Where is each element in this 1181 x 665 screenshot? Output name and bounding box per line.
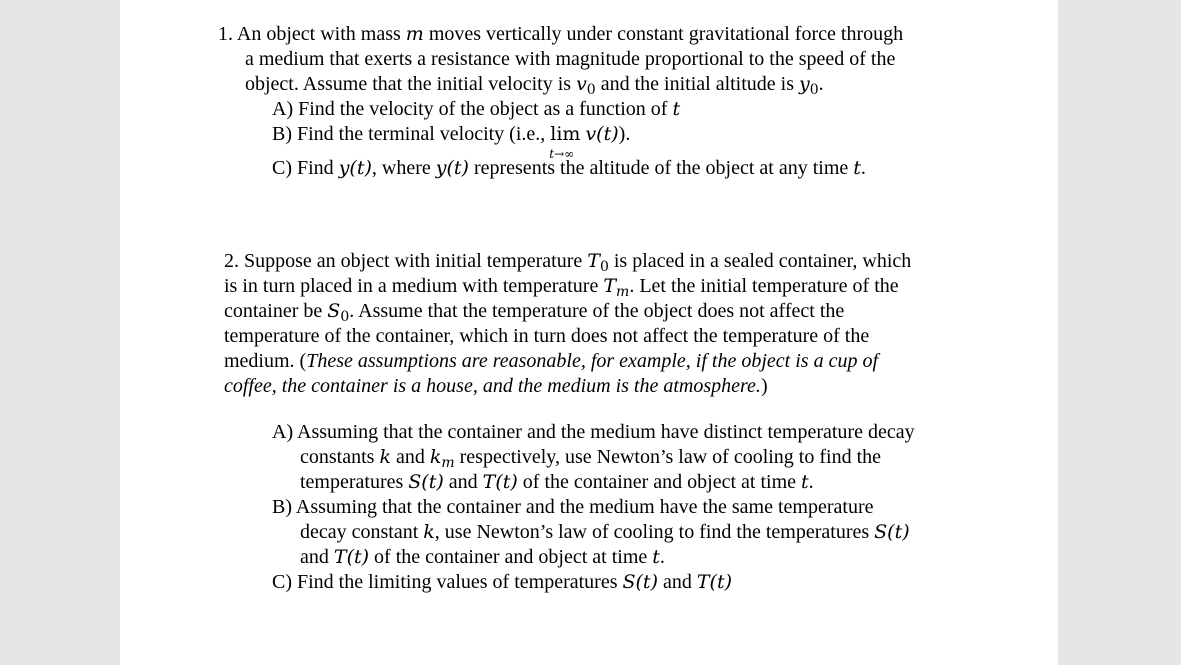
problem-1-line-3 — [245, 72, 824, 98]
problem-2-part-b-line-1 — [272, 495, 873, 519]
math-T-of-t: T(t) — [333, 546, 370, 568]
text: represents the altitude of the object at any time — [468, 157, 854, 179]
text: B) Find the terminal velocity (i.e., — [272, 123, 551, 145]
math-subscript: m — [616, 284, 630, 300]
text: is placed in a sealed container, which — [608, 250, 912, 272]
text: , use Newton’s law of cooling to find the temperatures — [434, 521, 875, 543]
math-k: k — [379, 446, 391, 468]
text: B) Assuming that the container and the medium have the same temperature — [272, 496, 874, 518]
text: 2. Suppose an object with initial temperature — [224, 250, 588, 272]
text: object. Assume that the initial velocity is — [245, 73, 577, 95]
text: . Let the initial temperature of the — [629, 275, 899, 297]
math-S: S — [327, 300, 341, 322]
lim-operator: lim — [550, 123, 581, 145]
math-T: T — [603, 275, 617, 297]
text: . — [860, 157, 866, 179]
text: C) Find the limiting values of temperatures — [272, 571, 623, 593]
text: A) Find the velocity of the object as a function of — [272, 98, 673, 120]
math-T-of-t: T(t) — [482, 471, 518, 493]
math-subscript: 0 — [340, 309, 350, 325]
text: ) — [760, 375, 768, 397]
problem-2-line-3 — [224, 299, 844, 325]
italic-text: coffee, the container is a house, and the medium is the atmosphere. — [224, 375, 761, 397]
text: is in turn placed in a medium with temperature — [224, 275, 604, 297]
math-t: t — [853, 157, 861, 179]
math-T: T — [587, 250, 600, 272]
math-S-of-t: S(t) — [622, 571, 658, 593]
italic-text: These assumptions are reasonable, for example, if the object is a cup of — [306, 350, 878, 372]
math-v-of-t: v(t) — [585, 123, 619, 145]
math-subscript: 0 — [599, 259, 609, 275]
math-subscript: 0 — [586, 82, 596, 98]
problem-2-line-4 — [224, 324, 869, 348]
document-page — [120, 0, 1058, 665]
problem-2-part-a-line-2 — [300, 445, 881, 471]
text: ). — [618, 123, 631, 145]
problem-1-line-2 — [245, 47, 895, 71]
math-y-of-t: y(t) — [435, 157, 469, 179]
text: of the container and object at time — [369, 546, 653, 568]
problem-2-line-5 — [224, 349, 878, 373]
problem-2-line-6 — [224, 374, 768, 398]
text: container be — [224, 300, 328, 322]
text: moves vertically under constant gravitational force through — [423, 23, 904, 45]
text: of the container and object at time — [517, 471, 802, 493]
math-v: v — [576, 73, 587, 95]
text: temperatures — [300, 471, 409, 493]
math-y-of-t: y(t) — [338, 157, 372, 179]
problem-1-part-b — [272, 122, 631, 161]
text: and — [443, 471, 483, 493]
text: decay constant — [300, 521, 424, 543]
math-m: m — [405, 23, 424, 45]
math-k: k — [429, 446, 442, 468]
text: , where — [371, 157, 436, 179]
text: . — [659, 546, 665, 568]
problem-1-part-c — [272, 156, 866, 180]
math-S-of-t: S(t) — [408, 471, 444, 493]
text: constants — [300, 446, 380, 468]
math-S-of-t: S(t) — [874, 521, 910, 543]
math-t: t — [672, 98, 681, 120]
problem-2-line-2 — [224, 274, 899, 300]
math-t: t — [801, 471, 809, 493]
text: medium. ( — [224, 350, 307, 372]
problem-1-line-1 — [218, 22, 903, 46]
text: temperature of the container, which in turn does not affect the temperature of the — [224, 325, 870, 347]
math-T-of-t: T(t) — [696, 571, 733, 593]
text: and the initial altitude is — [595, 73, 800, 95]
text: a medium that exerts a resistance with magnitude proportional to the speed of the — [245, 48, 896, 70]
text: respectively, use Newton’s law of cooling to find the — [454, 446, 882, 468]
math-k: k — [423, 521, 435, 543]
problem-2-part-b-line-3 — [300, 545, 665, 569]
problem-number: 1. — [218, 23, 233, 45]
math-subscript: m — [441, 455, 455, 471]
math-y: y — [799, 73, 810, 95]
problem-2-part-c — [272, 570, 732, 594]
text: A) Assuming that the container and the medium have distinct temperature decay — [272, 421, 915, 443]
problem-1-part-a — [272, 97, 680, 121]
text: . — [808, 471, 814, 493]
text: An object with mass — [236, 23, 406, 45]
problem-2-part-a-line-1 — [272, 420, 915, 444]
math-subscript: 0 — [809, 82, 819, 98]
limit-expression — [549, 122, 581, 161]
problem-2-part-a-line-3 — [300, 470, 814, 494]
text: . — [818, 73, 824, 95]
math-t: t — [652, 546, 660, 568]
text: C) Find — [272, 157, 339, 179]
lim-subscript: t→∞ — [549, 147, 575, 161]
text: and — [657, 571, 697, 593]
text: and — [390, 446, 430, 468]
text: . Assume that the temperature of the object does not affect the — [349, 300, 845, 322]
text: and — [300, 546, 334, 568]
problem-2-line-1 — [224, 249, 911, 275]
problem-2-part-b-line-2 — [300, 520, 910, 544]
